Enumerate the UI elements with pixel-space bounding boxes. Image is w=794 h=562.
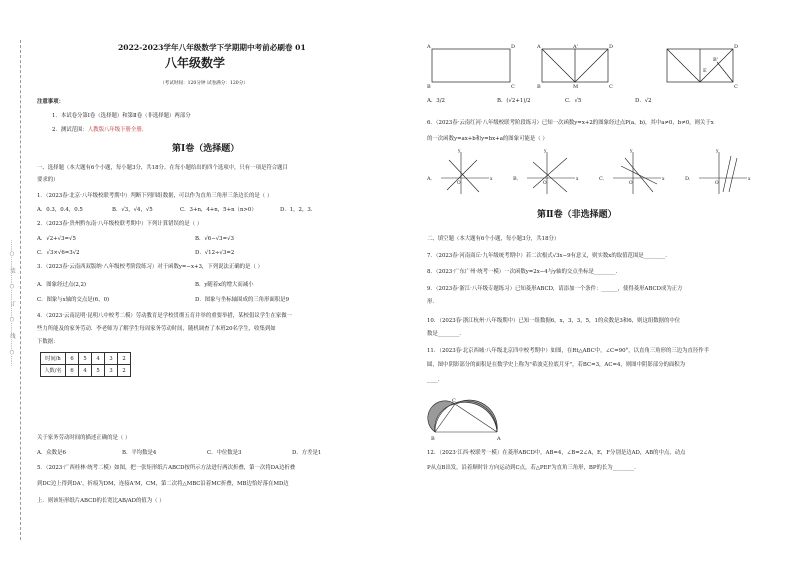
table-cell: 4 [92,353,105,365]
fig11-label-c: C [452,398,456,404]
fig-label: A' [573,44,578,50]
fig-label: B' [713,57,719,63]
table-row [41,365,131,377]
table-cell: 6 [66,365,79,377]
q1-option-a: A．0.3，0.4，0.5 [37,207,83,213]
table-cell: 人数/名 [41,365,66,377]
q3-stem: 3．（2023春·云南西双版纳·八年级校考阶段练习）对于函数y=−x+3，下列说法正确的是（ ） [37,264,263,270]
binding-line [20,40,22,540]
q3-option-b: B．y随着x的增大而减小 [195,282,254,288]
table-cell: 6 [66,353,79,365]
q2-stem: 2．（2023春·贵州黔东南·八年级校联考期中）下列计算错误的是（ ） [37,221,203,227]
section-2-heading: 第Ⅱ卷（非选择题） [537,210,617,220]
table-cell: 2 [118,353,131,365]
q12-stem-line1: 12．（2023·江西·校联考一模）在菱形ABCD中，AB=4，∠B=2∠A，E，F分别是边AD，AB的中点，动点 [427,450,686,456]
table-cell: 3 [105,365,118,377]
q4-stem-line3: 下数据： [37,339,59,345]
q2-option-c: C．√3×√6=3√2 [37,250,80,256]
q2-option-a: A．√2+√3=√5 [37,236,76,242]
q3-option-d: D．图象与坐标轴围成的三角形面积是9 [195,297,290,303]
fig-label: C [609,84,613,90]
q4-option-c: C．中位数是3 [207,450,242,456]
q10-stem: 10．（2023春·浙江杭州·八年级期中）已知一组数据6，x，3，3，5，1的众数是3和6，则这组数据的中位 [427,318,681,324]
section-1-heading: 第Ⅰ卷（选择题） [172,144,240,154]
q11-stem-line2: 圆，图中阴影部分的面积是在数学史上称为"希波克拉底月牙"，若BC=3，AC=4，则图中阴影部分的面积为 [427,362,686,368]
q5-stem-line3: 上．则该矩形纸片ABCD的长宽比AB/AD的值为（ ） [37,498,165,504]
q3-option-c: C．图象与x轴的交点是(6，0) [37,297,110,303]
q8-stem: 8．（2023·广东广州·统考一模）一次函数y=2x−4与y轴的交点坐标是________． [427,269,621,275]
q5-stem-line1: 5．（2023·广西桂林·统考二模）如图，把一张矩形纸片ABCD按所示方法进行两次折叠，第一次将DA边折叠 [37,465,296,471]
table-row [41,353,131,365]
axis-x-label: x [490,177,493,182]
fig-label: B [537,84,541,90]
q11-stem-line1: 11．（2023春·北京西城·八年级北京四中校考期中）如图，在Rt△ABC中，∠C=90°，以直角三角形的三边为直径作半 [427,348,710,354]
q1-option-b: B．√3，√4，√5 [112,207,153,213]
q5-option-c: C．√5 [565,98,582,104]
notice-2-range: 人教版八年级下册全册. [87,127,144,133]
q10-stem-line2: 数是________． [427,331,465,337]
axis-origin-label: O [715,181,719,186]
q6-stem-line2: 的一次函数y=ax+b和y=bx+a的图象可能是（ ） [427,136,548,142]
fig-label: C [511,84,515,90]
q4-data-table [40,352,131,377]
fig-label: B [427,84,431,90]
table-cell: 3 [105,353,118,365]
q2-option-d: D．√12÷√3=2 [195,250,235,256]
graph-option-b-label: B． [513,176,522,182]
axis-y-label: y [716,149,719,154]
notice-1: 1．本试卷分第Ⅰ卷（选择题）和第Ⅱ卷（非选择题）两部分 [52,113,191,119]
fig-label: C [734,84,738,90]
q1-option-c: C．3+n，4+n，5+n（n>0） [180,207,257,213]
table-cell: 4 [79,365,92,377]
axis-y-label: y [630,149,633,154]
axis-x-label: x [748,177,751,182]
table-cell: 5 [79,353,92,365]
q1-option-d: D．1，2，3. [280,207,313,213]
q9-stem-line2: 形． [427,299,438,305]
fig-label: A [537,44,541,50]
q9-stem: 9．（2023春·浙江·八年级专题练习）已知菱形ABCD，请添加一个条件：______，使得菱形ABCD成为正方 [427,286,683,292]
paper-title: 2022-2023学年八年级数学下学期期中考前必刷卷 01 [118,43,306,52]
q7-stem: 7．（2023春·河南商丘·九年级统考期中）若二次根式√3x−9有意义，则实数x的取值范围是________． [427,253,671,259]
table-cell: 2 [118,365,131,377]
q11-lune-figure [425,390,515,445]
q4-option-a: A．众数是6 [37,450,66,456]
q5-folding-figure [427,44,772,89]
axis-y-label: y [458,149,461,154]
q4-ask: 关于家务劳动时间的描述正确的是（ ） [37,435,131,441]
part2-instruction: 二、填空题（本大题有6个小题，每小题3分，共18分） [427,236,560,242]
q5-option-a: A．3/2 [427,98,445,104]
binding-label: ……○……装……○……订……○……线……○…… [9,240,15,367]
axis-x-label: x [576,177,579,182]
axis-origin-label: O [629,181,633,186]
part1-instruction-line1: 一、选择题（本大题有6个小题，每小题3分，共18分。在每小题给出的四个选项中，只有一项是符合题目 [37,165,288,171]
q3-option-a: A．图象经过点(2,2) [37,282,87,288]
q4-stem-line1: 4．（2023·云南昆明·昆明八中校考二模）劳动教育是学校贯彻五育并举的重要举措，某校倡议学生在家做一 [37,313,293,319]
axis-origin-label: O [457,181,461,186]
q6-graph-options [427,148,772,198]
notice-2-prefix: 2．测试范围： [52,127,88,133]
q11-stem-line3: ____. [427,377,440,383]
q5-option-d: D．√2 [635,98,652,104]
notice-heading: 注意事项： [37,99,64,105]
q2-option-b: B．√6−√3=√3 [195,236,234,242]
q12-stem-line2: P从点B出发，沿着顺时针方向运动到C点，若△PEF为直角三角形，BP的长为________． [427,465,640,471]
fig11-label-b: B [431,436,435,442]
q4-option-d: D．方差是1 [292,450,322,456]
graph-option-d-label: D． [685,176,695,182]
notice-2 [52,127,143,134]
q1-stem: 1．（2023春·北京·八年级校联考期中）判断下列四组数据，可以作为直角三角形三条边长的是（ ） [37,193,273,199]
axis-y-label: y [544,149,547,154]
fig-label: M [573,84,579,90]
part1-instruction-line2: 要求的） [37,177,59,183]
table-cell: 时间/h [41,353,66,365]
fig-label: D [511,44,516,50]
axis-origin-label: O [543,181,547,186]
fig-label: A [427,44,431,50]
graph-option-c-label: C． [599,176,608,182]
graph-option-a-label: A． [427,176,436,182]
right-page [397,0,794,562]
q5-stem-line2: 到DC边上得到DA'，折痕为DM，连接A'M，CM，第二次将△MBC沿着MC折叠，MB边恰好落在MD边 [37,481,289,487]
subject-heading: 八年级数学 [165,56,226,70]
q4-stem-line2: 些力所能及的家务劳动．李老师为了解学生每周家务劳动时间，随机调查了本班20名学生，收集到如 [37,326,276,332]
fig-label: D [734,44,739,50]
axis-x-label: x [662,177,665,182]
table-cell: 5 [92,365,105,377]
fig11-label-a: A [497,436,501,442]
exam-info: （考试时间：120分钟 试卷满分：120分） [160,81,248,86]
q4-option-b: B．平均数是4 [122,450,157,456]
q6-stem-line1: 6．（2023春·云南红河·八年级校联考阶段练习）已知一次函数y=x+2的图象经过点P(a，b)，其中a≠0，b≠0，则关于x [427,120,714,126]
fig-label: E [703,68,707,74]
q5-option-b: B．(√2+1)/2 [497,98,531,104]
fig-label: D [609,44,614,50]
